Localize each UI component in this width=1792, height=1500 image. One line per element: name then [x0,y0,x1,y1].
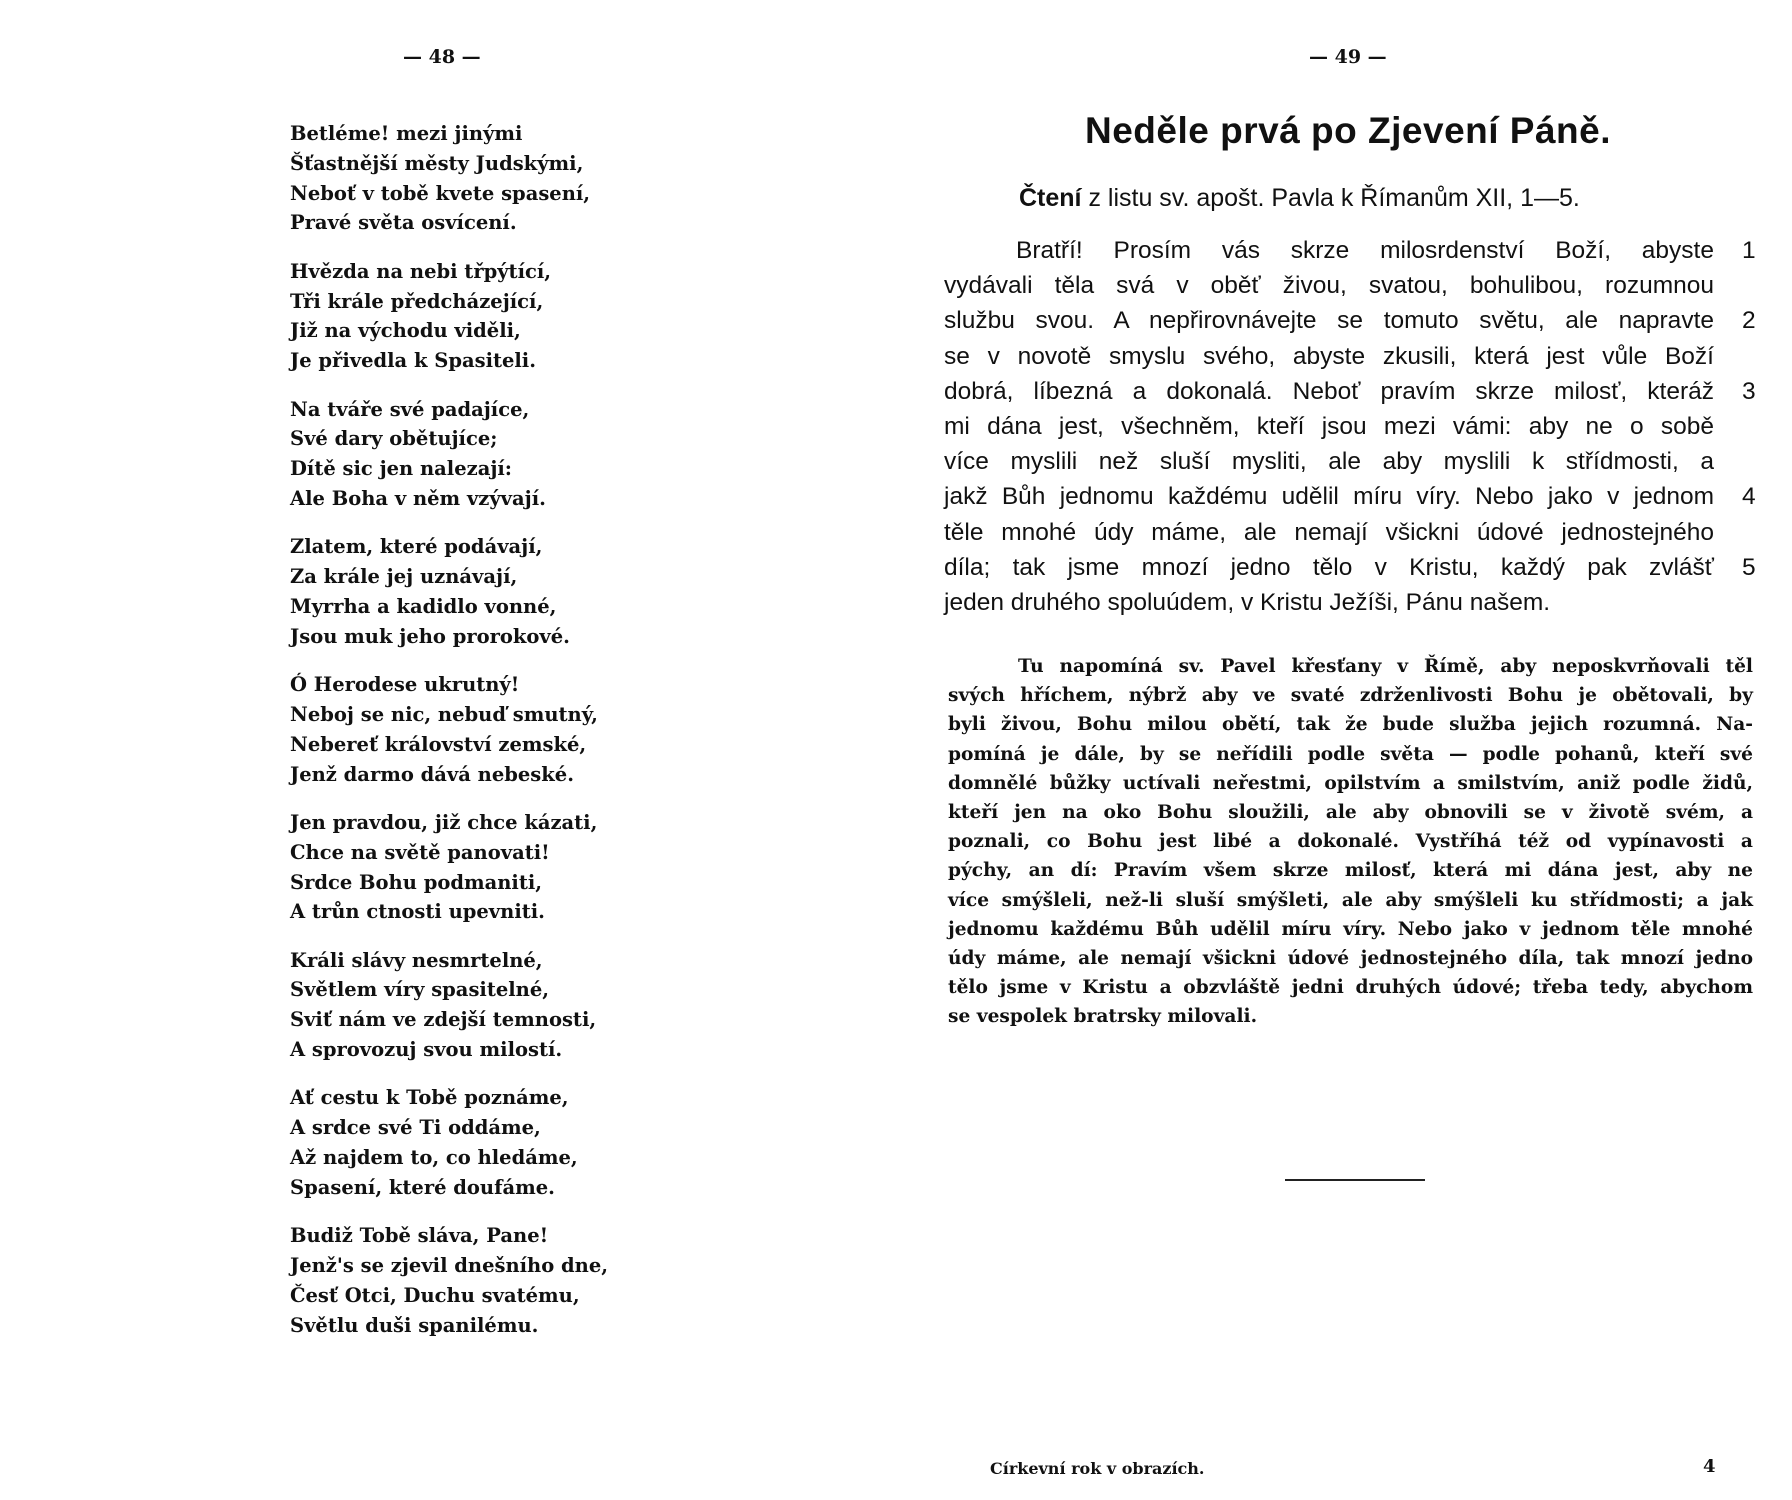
poem-line: Ale Boha v něm vzývají. [290,486,546,510]
poem-line: Jen pravdou, již chce kázati, [290,810,598,834]
poem-stanza [290,1221,650,1340]
footer-title: Církevní rok v obrazích. [990,1459,1205,1478]
verse-number: 2 [1742,307,1756,335]
poem-line: Za krále jej uznávají, [290,565,518,589]
verse-number: 3 [1742,377,1756,405]
poem-line: Budiž Tobě sláva, Pane! [290,1224,549,1248]
reading-line-text: vydávali těla svá v oběť živou, svatou, bohulibou, rozumnou [944,272,1714,300]
reading-line-text: mi dána jest, všechněm, kteří jsou mezi vámi: aby ne o sobě [944,413,1714,441]
poem-line: Srdce Bohu podmaniti, [290,870,543,894]
commentary-line: Tu napomíná sv. Pavel křesťany v Římě, aby neposkvrňovali těl [1018,656,1753,677]
reading-line [944,444,1714,479]
poem-stanza [290,395,650,514]
signature-mark: 4 [1703,1456,1716,1477]
poem-line: Zlatem, které podávají, [290,535,543,559]
commentary-line: více smýšleli, než-li sluší smýšleti, ale aby smýšleli ku střídmosti; a jak [948,889,1753,911]
poem-line: Již na východu viděli, [290,319,521,343]
reading-line [944,479,1756,514]
poem-line: Neboj se nic, nebuď smutný, [290,702,598,726]
poem-stanza [290,808,650,927]
poem-line: Spasení, které doufáme. [290,1175,555,1199]
poem-line: Dítě sic jen nalezají: [290,457,512,481]
reading-line [944,303,1756,338]
section-heading: Neděle prvá po Zjevení Páně. [1085,110,1612,151]
poem-line: Jenž's se zjevil dnešního dne, [290,1254,609,1278]
commentary-line: domnělé bůžky uctívali neřestmi, opilstvím a smilstvím, aniž podle židů, [948,772,1753,794]
commentary-line: se vespolek bratrsky milovali. [948,1006,1258,1028]
reading-title-text: z listu sv. apošt. Pavla k Římanům XII, 1—5. [1081,184,1580,212]
poem-line: Tři krále předcházející, [290,289,544,313]
page-number-left: — 48 — [403,46,481,68]
poem-stanza [290,532,650,651]
verse-number: 1 [1742,237,1756,264]
poem-stanza [290,1083,650,1202]
poem-line: A sprovozuj svou milostí. [290,1038,563,1062]
reading-line-text: Bratří! Prosím vás skrze milosrdenství Boží, abyste [1016,237,1714,264]
poem-line: Myrrha a kadidlo vonné, [290,594,557,618]
reading-line [944,515,1714,550]
poem-line: Jenž darmo dává nebeské. [290,762,574,786]
poem-line: Na tváře své padajíce, [290,397,530,421]
poem-line: Ať cestu k Tobě poznáme, [290,1086,569,1110]
poem-line: Sviť nám ve zdejší temnosti, [290,1008,597,1032]
reading-line-text: jeden druhého spoluúdem, v Kristu Ježíši, Pánu našem. [944,589,1551,617]
reading-line [944,409,1714,444]
epistle-reading [944,233,1756,620]
reading-line-text: více myslili než sluší mysliti, ale aby myslili k střídmosti, a [944,448,1714,476]
commentary-line: údy máme, ale nemají všickni údové jednostejného díla, tak mnozí jedno [948,948,1753,970]
commentary-line: poznali, co Bohu jest libé a dokonalé. Vystříhá též od vypínavosti a [948,831,1753,853]
poem [290,119,650,1359]
commentary-line: pomíná je dále, by se neřídili podle světa — podle pohanů, kteří své [948,743,1753,765]
poem-line: Králi slávy nesmrtelné, [290,948,543,972]
poem-line: Neboť v tobě kvete spasení, [290,181,591,205]
poem-stanza [290,946,650,1065]
poem-line: Světlu duši spanilému. [290,1313,539,1337]
reading-line-text: těle mnohé údy máme, ale nemají všickni údové jednostejného [944,518,1714,546]
poem-line: Pravé světa osvícení. [290,211,517,235]
reading-title-label: Čtení [1019,184,1082,212]
poem-line: Šťastnější městy Judskými, [290,151,584,175]
poem-line: Hvězda na nebi třpýtící, [290,259,552,283]
poem-line: Betléme! mezi jinými [290,122,523,145]
poem-stanza [290,119,650,238]
poem-line: Světlem víry spasitelné, [290,978,550,1002]
poem-line: Nebereť království zemské, [290,732,587,756]
poem-line: A trůn ctnosti upevniti. [290,900,545,924]
commentary [948,652,1753,1032]
poem-line: Jsou muk jeho prorokové. [290,624,570,648]
reading-line-text: díla; tak jsme mnozí jedno tělo v Kristu, každý pak zvlášť [944,553,1714,581]
divider-rule [1285,1179,1425,1181]
reading-line [944,268,1714,303]
commentary-line: jednomu každému Bůh udělil míru víry. Nebo jako v jednom těle mnohé [948,918,1753,940]
poem-stanza [290,257,650,376]
poem-line: Chce na světě panovati! [290,840,550,864]
poem-line: A srdce své Ti oddáme, [290,1116,541,1140]
commentary-line: svých hříchem, nýbrž aby ve svaté zdrženlivosti Bohu je obětovali, by [948,685,1753,707]
verse-number: 4 [1742,483,1756,511]
commentary-line: tělo jsme v Kristu a obzvláště jedni druhých údové; třeba tedy, abychom [948,977,1753,999]
poem-stanza [290,670,650,789]
reading-title [1019,184,1580,213]
poem-line: Ó Herodese ukrutný! [290,673,520,697]
page-number-right: — 49 — [1309,46,1387,68]
reading-line-text: dobrá, líbezná a dokonalá. Neboť pravím skrze milosť, kteráž [944,377,1714,405]
commentary-line: pýchy, an dí: Pravím všem skrze milosť, která mi dána jest, aby ne [948,860,1753,882]
reading-line [944,339,1714,374]
reading-line-text: službu svou. A nepřirovnávejte se tomuto světu, ale napravte [944,307,1714,335]
poem-line: Je přivedla k Spasiteli. [290,349,536,373]
commentary-line: byli živou, Bohu milou obětí, tak že bude služba jejich rozumná. Na- [948,714,1753,736]
reading-line-text: se v novotě smyslu svého, abyste zkusili, která jest vůle Boží [944,342,1714,370]
reading-line [944,585,1714,620]
reading-line-text: jakž Bůh jednomu každému udělil míru víry. Nebo jako v jednom [944,483,1714,511]
reading-line [944,374,1756,409]
commentary-line: kteří jen na oko Bohu sloužili, ale aby obnovili se v životě svém, a [948,802,1753,824]
right-page [896,0,1792,1500]
reading-line [944,550,1756,585]
poem-line: Své dary obětujíce; [290,427,498,451]
reading-line [944,233,1756,268]
verse-number: 5 [1742,553,1756,581]
poem-line: Česť Otci, Duchu svatému, [290,1283,580,1307]
poem-line: Až najdem to, co hledáme, [290,1146,578,1170]
